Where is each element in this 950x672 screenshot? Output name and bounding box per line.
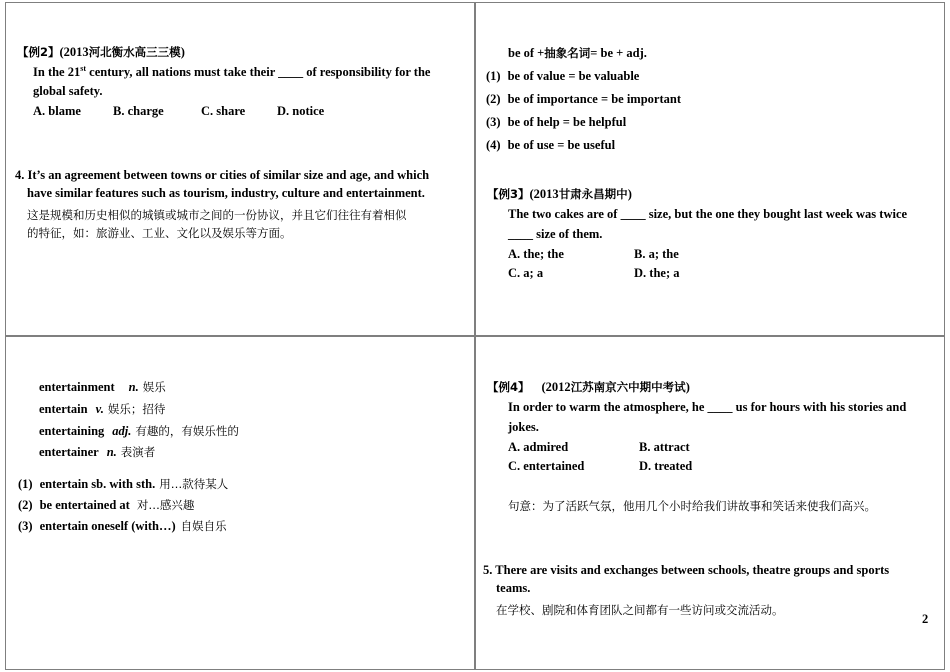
example-source-close: ) <box>627 187 632 201</box>
phrase-number: (1) <box>18 477 33 491</box>
question-line-2: ____ size of them. <box>508 227 603 241</box>
part-of-speech: n. <box>128 380 139 394</box>
option-d: D. notice <box>277 104 325 118</box>
item-5-line-1: 5. There are visits and exchanges between schools, theatre groups and sports <box>483 563 890 577</box>
part-of-speech: adj. <box>112 424 132 438</box>
rule-abstract-noun: 抽象名词 <box>544 46 591 60</box>
option-b: B. attract <box>639 440 690 454</box>
example-4-header <box>487 379 690 395</box>
sentence-meaning: 句意：为了活跃气氛，他用几个小时给我们讲故事和笑话来使我们高兴。 <box>508 499 876 513</box>
rule-item <box>486 68 639 84</box>
example-source-year: (2013 <box>59 45 89 59</box>
vocab-entry <box>39 423 239 439</box>
vocab-entry <box>39 401 165 417</box>
option-a: A. the; the <box>508 247 564 261</box>
phrase-text: entertain oneself (with…) <box>39 519 176 533</box>
example-label: 【例3】 <box>487 187 530 201</box>
option-b: B. charge <box>113 104 164 118</box>
rule-header <box>508 45 647 61</box>
rule-item <box>486 137 615 153</box>
phrase-item <box>18 497 194 513</box>
rule-text: be of help = be helpful <box>507 115 627 129</box>
example-source-year: (2013 <box>529 187 559 201</box>
rule-text: be of use = be useful <box>507 138 616 152</box>
example-source-year: (2012 <box>541 380 571 394</box>
phrase-meaning: 自娱自乐 <box>180 519 227 533</box>
example-source: 河北衡水高三三模 <box>88 45 181 59</box>
rule-number: (1) <box>486 69 501 83</box>
vocab-word: entertaining <box>39 424 105 438</box>
option-d: D. the; a <box>634 266 680 280</box>
slide-panel-bottom-left <box>5 336 475 670</box>
phrase-meaning: 对…感兴趣 <box>136 498 195 512</box>
rule-number: (2) <box>486 92 501 106</box>
question-text-pre: In the 21 <box>33 65 81 79</box>
phrase-meaning: 用…款待某人 <box>159 477 229 491</box>
item-4-line-1: 4. It’s an agreement between towns or cities of similar size and age, and which <box>15 168 430 182</box>
phrase-number: (3) <box>18 519 33 533</box>
option-b: B. a; the <box>634 247 679 261</box>
example-2-header <box>17 44 185 60</box>
page-number: 2 <box>922 612 929 626</box>
part-of-speech: n. <box>106 445 117 459</box>
rule-number: (4) <box>486 138 501 152</box>
item-4-translation-2: 的特征，如：旅游业、工业、文化以及娱乐等方面。 <box>27 226 292 240</box>
vocab-word: entertain <box>39 402 88 416</box>
example-source-close: ) <box>180 45 185 59</box>
question-line-1 <box>33 64 430 80</box>
vocab-entry <box>39 379 166 395</box>
phrase-item <box>18 476 228 492</box>
rule-text: be of importance = be important <box>507 92 681 106</box>
example-source: 甘肃永昌期中 <box>558 187 628 201</box>
ordinal-suffix: st <box>80 64 87 73</box>
vocab-entry <box>39 444 155 460</box>
vocab-meaning: 娱乐 <box>142 380 166 394</box>
option-a: A. blame <box>33 104 81 118</box>
option-d: D. treated <box>639 459 693 473</box>
rule-pre: be of + <box>508 46 545 60</box>
question-line-2: jokes. <box>508 420 539 434</box>
question-line-1: In order to warm the atmosphere, he ____ us for hours with his stories and <box>508 400 907 414</box>
slide-panel-top-left <box>5 2 475 336</box>
item-5-line-2: teams. <box>496 581 531 595</box>
item-4-line-2: have similar features such as tourism, industry, culture and entertainment. <box>27 186 425 200</box>
part-of-speech: v. <box>95 402 104 416</box>
rule-item <box>486 91 681 107</box>
vocab-word: entertainer <box>39 445 99 459</box>
vocab-meaning: 有趣的，有娱乐性的 <box>135 424 239 438</box>
question-line-1: The two cakes are of ____ size, but the one they bought last week was twice <box>508 207 908 221</box>
option-c: C. entertained <box>508 459 585 473</box>
option-c: C. share <box>201 104 246 118</box>
item-5-translation: 在学校、剧院和体育团队之间都有一些访问或交流活动。 <box>496 603 784 617</box>
example-3-header <box>487 186 632 202</box>
rule-number: (3) <box>486 115 501 129</box>
option-a: A. admired <box>508 440 569 454</box>
example-label: 【例4】 <box>487 380 530 394</box>
phrase-item <box>18 518 227 534</box>
rule-text: be of value = be valuable <box>507 69 640 83</box>
phrase-number: (2) <box>18 498 33 512</box>
item-4-translation-1: 这是规模和历史相似的城镇或城市之间的一份协议，并且它们往往有着相似 <box>27 208 407 222</box>
phrase-text: entertain sb. with sth. <box>39 477 156 491</box>
example-source: 江苏南京六中期中考试 <box>570 380 686 394</box>
vocab-meaning: 表演者 <box>120 445 156 459</box>
vocab-meaning: 娱乐；招待 <box>107 402 166 416</box>
question-text-post: century, all nations must take their ____ of responsibility for the <box>86 65 431 79</box>
slide-panel-bottom-right <box>475 336 945 670</box>
example-label: 【例2】 <box>17 45 60 59</box>
phrase-text: be entertained at <box>39 498 130 512</box>
example-source-close: ) <box>685 380 690 394</box>
slide-panel-top-right <box>475 2 945 336</box>
rule-item <box>486 114 626 130</box>
vocab-word: entertainment <box>39 380 115 394</box>
option-c: C. a; a <box>508 266 544 280</box>
rule-post: = be + adj. <box>590 46 647 60</box>
question-line-2: global safety. <box>33 84 103 98</box>
